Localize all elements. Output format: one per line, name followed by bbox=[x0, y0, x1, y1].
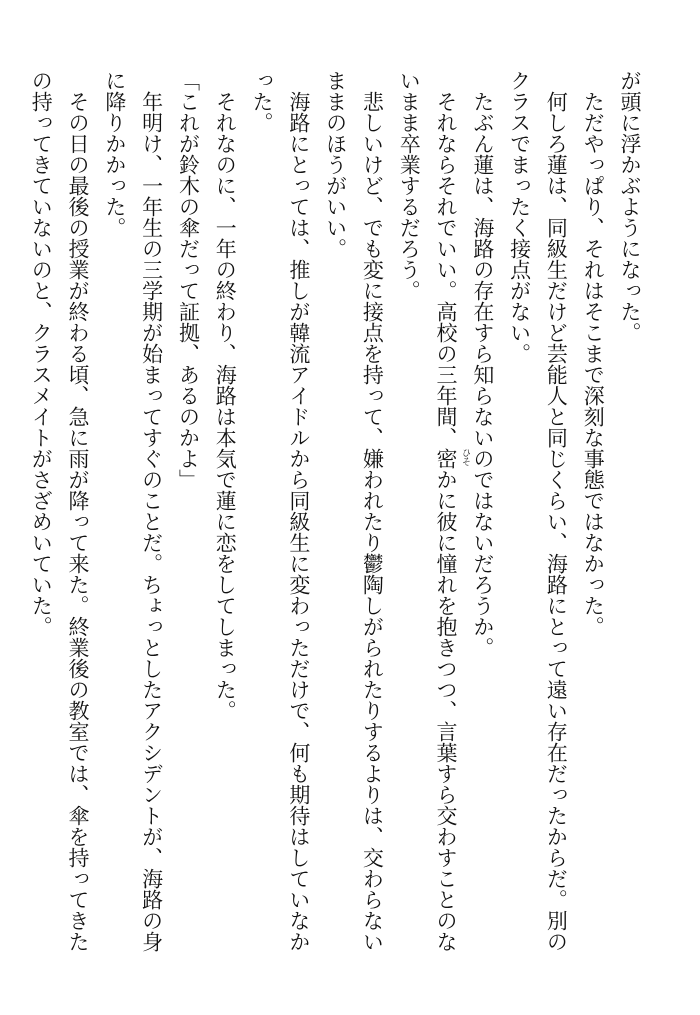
text-line-6-end: かに彼に憧れを抱きつつ、言葉すら交わすことのな bbox=[434, 469, 459, 952]
text-line-2: ただやっぱり、それはそこまで深刻な事態ではなかった。 bbox=[581, 70, 606, 637]
text-line-16: その日の最後の授業が終わる頃、急に雨が降って来た。終業後の教室では、傘を持ってきた bbox=[66, 70, 91, 952]
ruby-base-char: 密 bbox=[434, 448, 459, 469]
text-line-5: たぶん蓮は、海路の存在すら知らないのではないだろうか。 bbox=[470, 70, 495, 658]
text-line-11: った。 bbox=[250, 70, 275, 133]
text-line-3: 何しろ蓮は、同級生だけど芸能人と同じくらい、海路にとって遠い存在だったからだ。別の bbox=[544, 70, 569, 952]
text-line-14: 年明け、一年生の三学期が始まってすぐのことだ。ちょっとしたアクシデントが、海路の身 bbox=[139, 70, 164, 952]
text-line-12: それなのに、一年の終わり、海路は本気で蓮に恋をしてしまった。 bbox=[213, 70, 238, 721]
text-line-4: クラスでまったく接点がない。 bbox=[507, 70, 532, 364]
text-line-6 bbox=[427, 70, 471, 952]
text-line-13: 「これが鈴木の傘だって証拠、あるのかよ」 bbox=[176, 70, 201, 490]
text-line-6-start: それならそれでいい。高校の三年間、 bbox=[434, 70, 459, 448]
text-line-1: が頭に浮かぶようになった。 bbox=[618, 70, 642, 343]
ruby-reading: ひそ bbox=[460, 448, 471, 466]
text-line-10: 海路にとっては、推しが韓流アイドルから同級生に変わっただけで、何も期待はしていなか bbox=[286, 70, 311, 952]
text-line-15: に降りかかった。 bbox=[102, 70, 127, 238]
vertical-text-block bbox=[22, 70, 648, 950]
text-line-7: いまま卒業するだろう。 bbox=[397, 70, 422, 301]
ruby-base bbox=[434, 448, 471, 469]
text-line-9: ままのほうがいい。 bbox=[323, 70, 348, 259]
text-line-8: 悲しいけど、でも変に接点を持って、嫌われたり鬱陶しがられたりするよりは、交わらない bbox=[360, 70, 385, 952]
text-line-17: の持ってきていないのと、クラスメイトがさざめいていた。 bbox=[29, 70, 54, 637]
